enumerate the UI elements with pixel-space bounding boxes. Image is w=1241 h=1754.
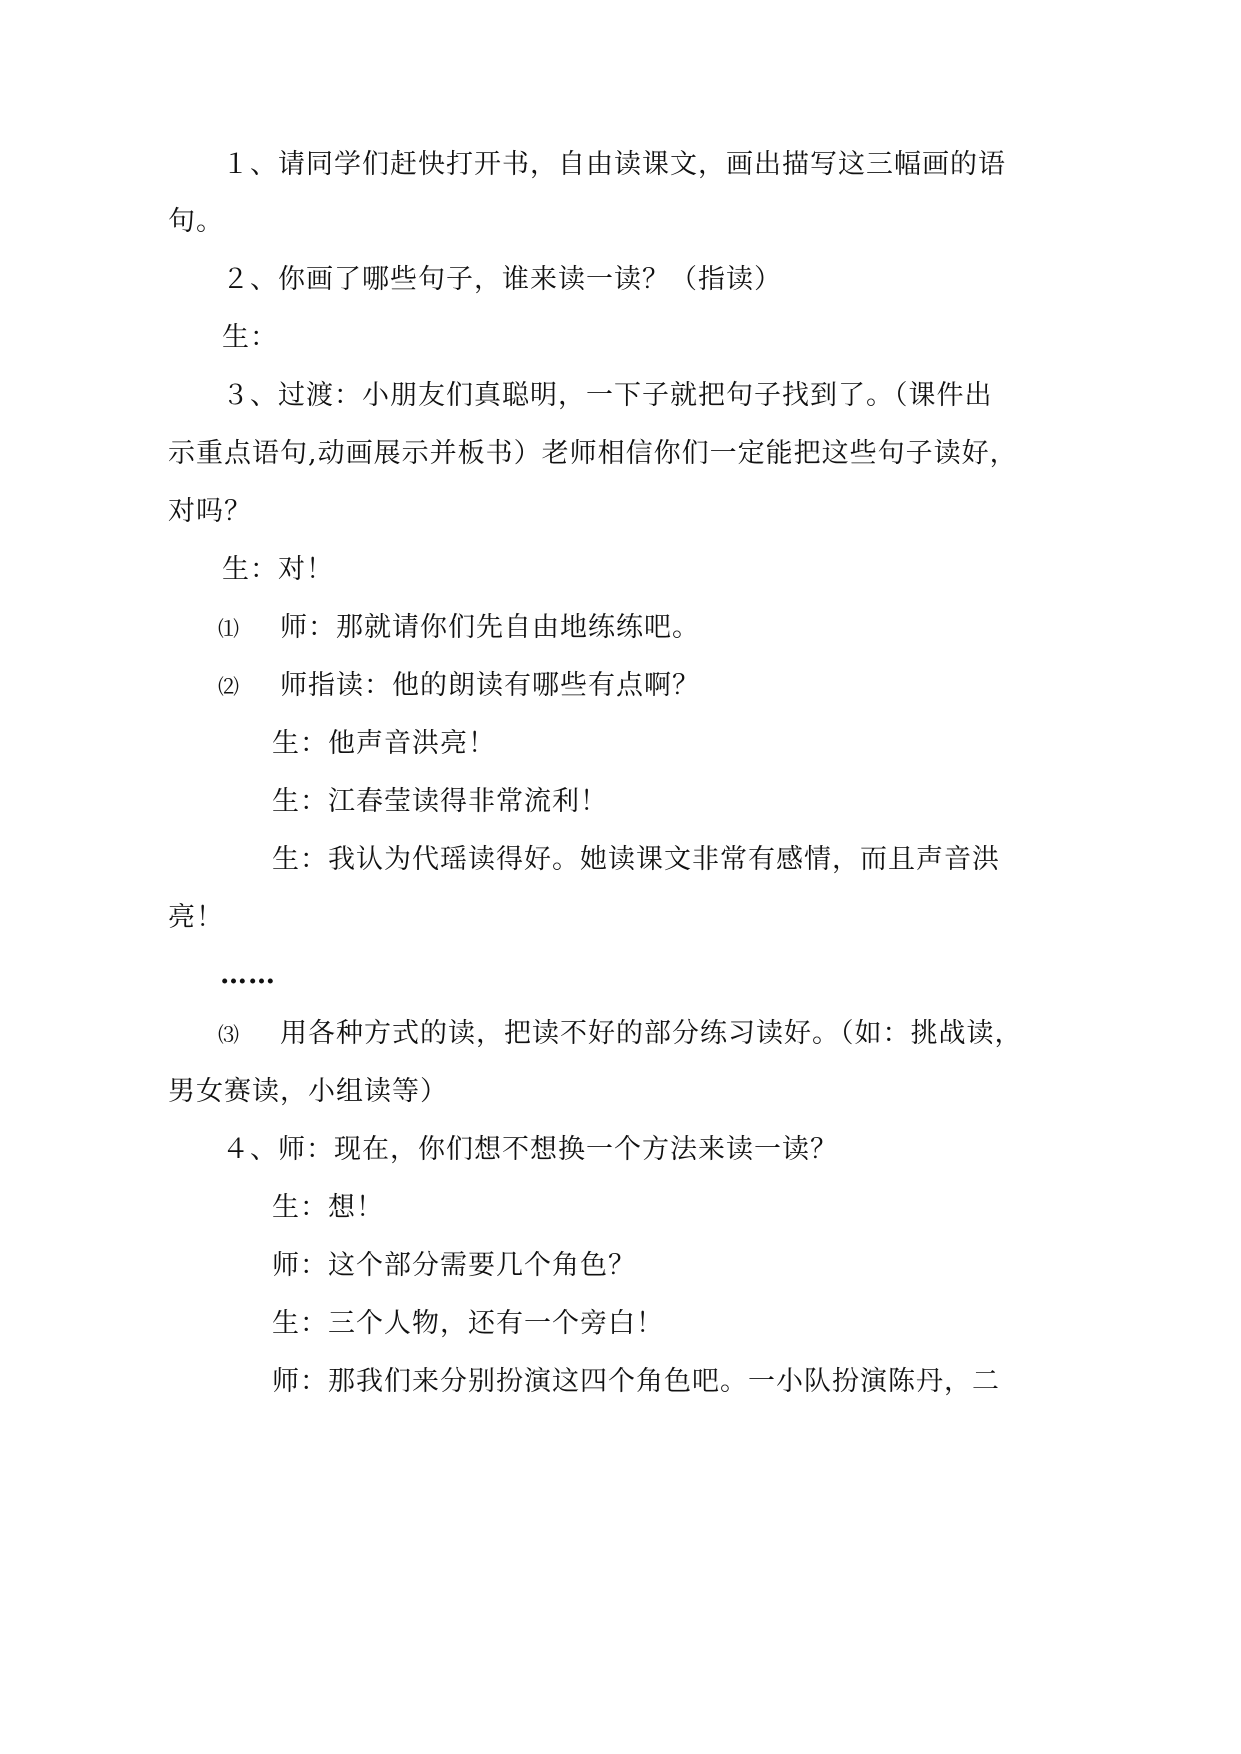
item-2: ⑵ 师指读：他的朗读有哪些有点啊？ bbox=[218, 666, 700, 707]
dialogue-3: 生：三个人物，还有一个旁白！ bbox=[272, 1308, 664, 1339]
item-1-marker: ⑴ bbox=[218, 617, 240, 641]
student-reply-3-line-1: 生：我认为代瑶读得好。她读课文非常有感情，而且声音洪 bbox=[272, 844, 1000, 875]
student-reply-2: 生：江春莹读得非常流利！ bbox=[272, 786, 608, 817]
paragraph-1-line-1: １、请同学们赶快打开书，自由读课文，画出描写这三幅画的语 bbox=[222, 149, 1006, 180]
student-reply-agree: 生：对！ bbox=[222, 554, 334, 585]
student-reply-empty: 生： bbox=[222, 322, 278, 353]
item-3-marker: ⑶ bbox=[218, 1023, 240, 1047]
paragraph-2: ２、你画了哪些句子，谁来读一读？（指读） bbox=[222, 264, 782, 295]
paragraph-3-line-3: 对吗？ bbox=[168, 496, 252, 527]
student-reply-3-line-2: 亮！ bbox=[168, 902, 224, 933]
item-2-marker: ⑵ bbox=[218, 675, 240, 699]
dialogue-1: 生：想！ bbox=[272, 1192, 384, 1223]
paragraph-1-line-2: 句。 bbox=[168, 206, 224, 237]
paragraph-4: ４、师：现在，你们想不想换一个方法来读一读？ bbox=[222, 1134, 838, 1165]
item-3-line-1: ⑶ 用各种方式的读，把读不好的部分练习读好。（如：挑战读， bbox=[218, 1014, 1023, 1055]
paragraph-3-line-1: ３、过渡：小朋友们真聪明，一下子就把句子找到了。（课件出 bbox=[222, 380, 993, 411]
item-1: ⑴ 师：那就请你们先自由地练练吧。 bbox=[218, 608, 700, 649]
dialogue-4: 师：那我们来分别扮演这四个角色吧。一小队扮演陈丹，二 bbox=[272, 1366, 1000, 1397]
dialogue-2: 师：这个部分需要几个角色？ bbox=[272, 1250, 636, 1281]
ellipsis: …… bbox=[220, 959, 276, 990]
paragraph-3-line-2: 示重点语句,动画展示并板书）老师相信你们一定能把这些句子读好， bbox=[168, 438, 1018, 469]
student-reply-1: 生：他声音洪亮！ bbox=[272, 728, 496, 759]
item-3-line-2: 男女赛读，小组读等） bbox=[168, 1076, 448, 1107]
